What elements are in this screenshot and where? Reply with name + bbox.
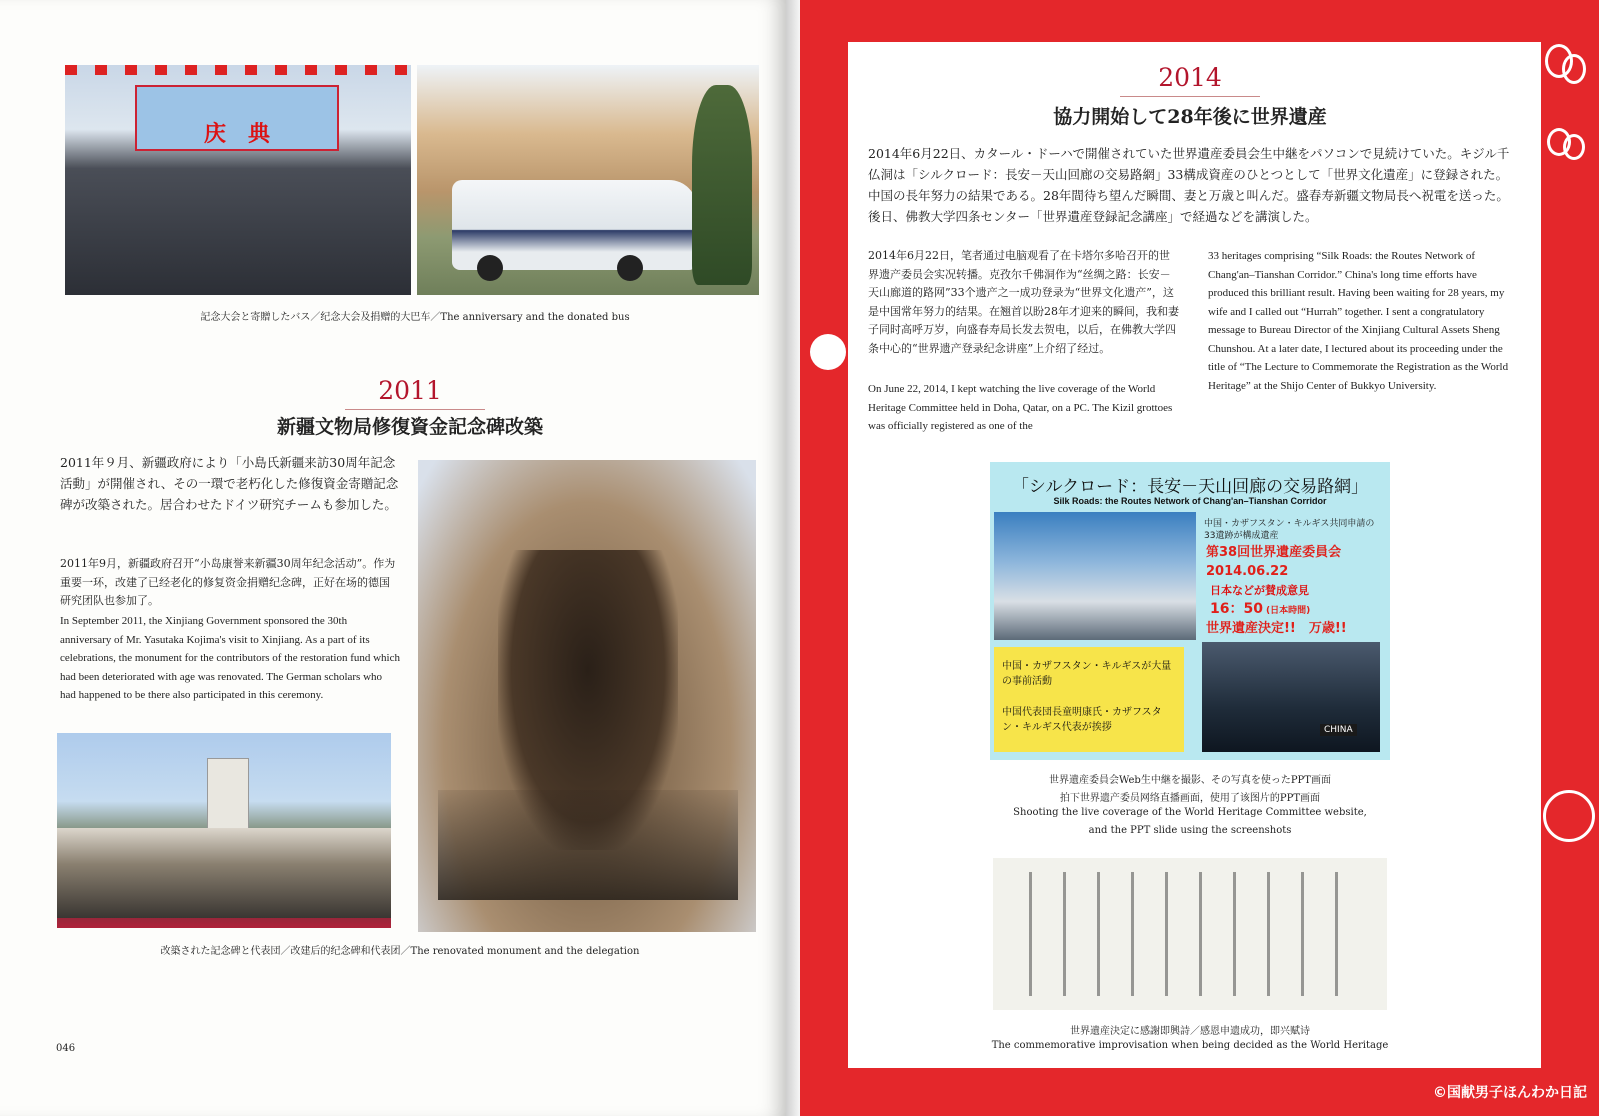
ppt-caption-cn: 拍下世界遗产委员网络直播画面，使用了该图片的PPT画面 [1059, 793, 1321, 804]
photo-renovated-monument [57, 733, 391, 928]
ppt-yellow-text-1: 中国・カザフスタン・キルギスが大量の事前活動 [1002, 661, 1172, 687]
photo-donated-bus [417, 65, 759, 295]
ppt-subtitle: Silk Roads: the Routes Network of Chang'an–Tianshan Corridor [1053, 496, 1327, 506]
heading-2014: 協力開始して28年後に世界遺産 [1053, 106, 1327, 128]
ppt-date-line: 2014.06.22 [1206, 564, 1289, 579]
ppt-committee-line: 第38回世界遺産委員会 [1206, 545, 1342, 560]
ppt-caption-en-1: Shooting the live coverage of the World Heritage Committee website, [1013, 807, 1367, 818]
ppt-live-screenshot [994, 512, 1196, 640]
ppt-title: 「シルクロード：長安－天山回廊の交易路網」 [1011, 477, 1369, 497]
photo-sign-title: 庆 典 [203, 121, 270, 147]
ppt-yellow-box [994, 647, 1184, 752]
balloon-icon [1563, 134, 1585, 160]
ppt-time-note: (日本時間) [1266, 606, 1311, 616]
balloon-icon [1562, 54, 1586, 84]
ppt-caption-jp: 世界遺産委員会Web生中継を撮影、その写真を使ったPPT画面 [1049, 775, 1331, 786]
body-cn-2011: 2011年9月，新疆政府召开“小岛康誉来新疆30周年纪念活动”。作为重要一环，改建了已经老化的修复资金捐赠纪念碑，正好在场的德国研究团队也参加了。 [60, 557, 396, 607]
year-2014: 2014 [1158, 63, 1222, 92]
ppt-slide-image [990, 462, 1390, 760]
calligraphy-poem-image [993, 858, 1387, 1010]
ppt-caption-en-2: and the PPT slide using the screenshots [1088, 825, 1292, 836]
ppt-china-label: CHINA [1320, 724, 1357, 736]
ppt-china-delegation-shot [1202, 642, 1380, 752]
photo-anniversary-ceremony [65, 65, 411, 295]
smiley-face-icon [810, 334, 846, 370]
top-photo-caption: 記念大会と寄贈したバス／纪念大会及捐赠的大巴车／The anniversary and the donated bus [200, 312, 630, 323]
page-gutter [786, 0, 800, 1116]
photo-grotto-delegation [418, 460, 756, 932]
ppt-support-line: 日本などが賛成意見 [1210, 584, 1309, 597]
heading-2011: 新疆文物局修復資金記念碑改築 [276, 416, 543, 438]
body-cn-2014: 2014年6月22日，笔者通过电脑观看了在卡塔尔多哈召开的世界遗产委员会实况转播。克孜尔千佛洞作为“丝绸之路：长安－天山廊道的路网”33个遗产之一成功登录为“世界文化遗产”，这是中国常年努力的结果。在翘首以盼28年才迎来的瞬间，我和妻子同时高呼万岁，向盛春寿局长发去贺电，以后，在佛教大学四条中心的“世界遗产登录纪念讲座”上介绍了经过。 [868, 249, 1179, 355]
calligraphy-caption-jp-cn: 世界遺産決定に感謝即興詩／感恩申遗成功，即兴赋诗 [1070, 1026, 1310, 1037]
body-en-2011: In September 2011, the Xinjiang Government sponsored the 30th anniversary of Mr. Yasutaka Kojima's visit to Xinjiang. As a part of its celebrations, the monument for the contributors of the restoration fund which had been deteriorated with age was renovated. The German scholars who had happened to be there also participated in this ceremony. [60, 615, 400, 701]
body-jp-2011: 2011年９月、新疆政府により「小島氏新疆来訪30周年記念活動」が開催され、その一環で老朽化した修復資金寄贈記念碑が改築された。居合わせたドイツ研究チームも参加した。 [60, 455, 399, 512]
bottom-photo-caption: 改築された記念碑と代表団／改建后的纪念碑和代表团／The renovated monument and the delegation [160, 946, 640, 957]
ppt-note: 中国・カザフスタン・キルギス共同申請の33遺跡が構成遺産 [1204, 519, 1375, 541]
body-en-2014-col1: On June 22, 2014, I kept watching the live coverage of the World Heritage Committee held in Doha, Qatar, on a PC. The Kizil grottoes was officially registered as one of the [868, 383, 1173, 432]
year-rule-2011 [345, 409, 485, 410]
calligraphy-caption-en: The commemorative improvisation when being decided as the World Heritage [991, 1040, 1389, 1051]
page-number: 046 [56, 1043, 76, 1054]
smiley-face-icon [1543, 790, 1595, 842]
body-en-2014-col2: 33 heritages comprising “Silk Roads: the Routes Network of Chang'an–Tianshan Corridor.” China's long time efforts have produced this brilliant result. Having been waiting for 28 years, my wife and I called out “Hurrah” together. I sent a congratulatory message to Bureau Director of the Xinjiang Cultural Assets Sheng Chunshou. At a later date, I lectured about its proceeding under the title of “The Lecture to Commemorate the Registration as the World Heritage” at the Shijo Center of Bukkyo University. [1208, 250, 1509, 392]
year-rule-2014 [1120, 96, 1260, 97]
ppt-decision-line: 世界遺産決定!! 万歳!! [1206, 621, 1347, 636]
year-2011: 2011 [378, 376, 442, 405]
ppt-yellow-text-2: 中国代表団長童明康氏・カザフスタン・キルギス代表が挨拶 [1002, 707, 1162, 733]
ppt-time-line: 16：50 [1210, 601, 1263, 617]
body-jp-2014: 2014年6月22日、カタール・ドーハで開催されていた世界遺産委員会生中継をパソコンで見続けていた。キジル千仏洞は「シルクロード：長安－天山回廊の交易路網」33構成資産のひとつとして「世界文化遺産」に登録された。中国の長年努力の結果である。28年間待ち望んだ瞬間、妻と万歳と叫んだ。盛春寿新疆文物局長へ祝電を送った。後日、佛教大学四条センター「世界遺産登録記念講座」で経過などを講演した。 [868, 146, 1510, 224]
copyright-notice: ©国献男子ほんわか日記 [1433, 1085, 1587, 1101]
